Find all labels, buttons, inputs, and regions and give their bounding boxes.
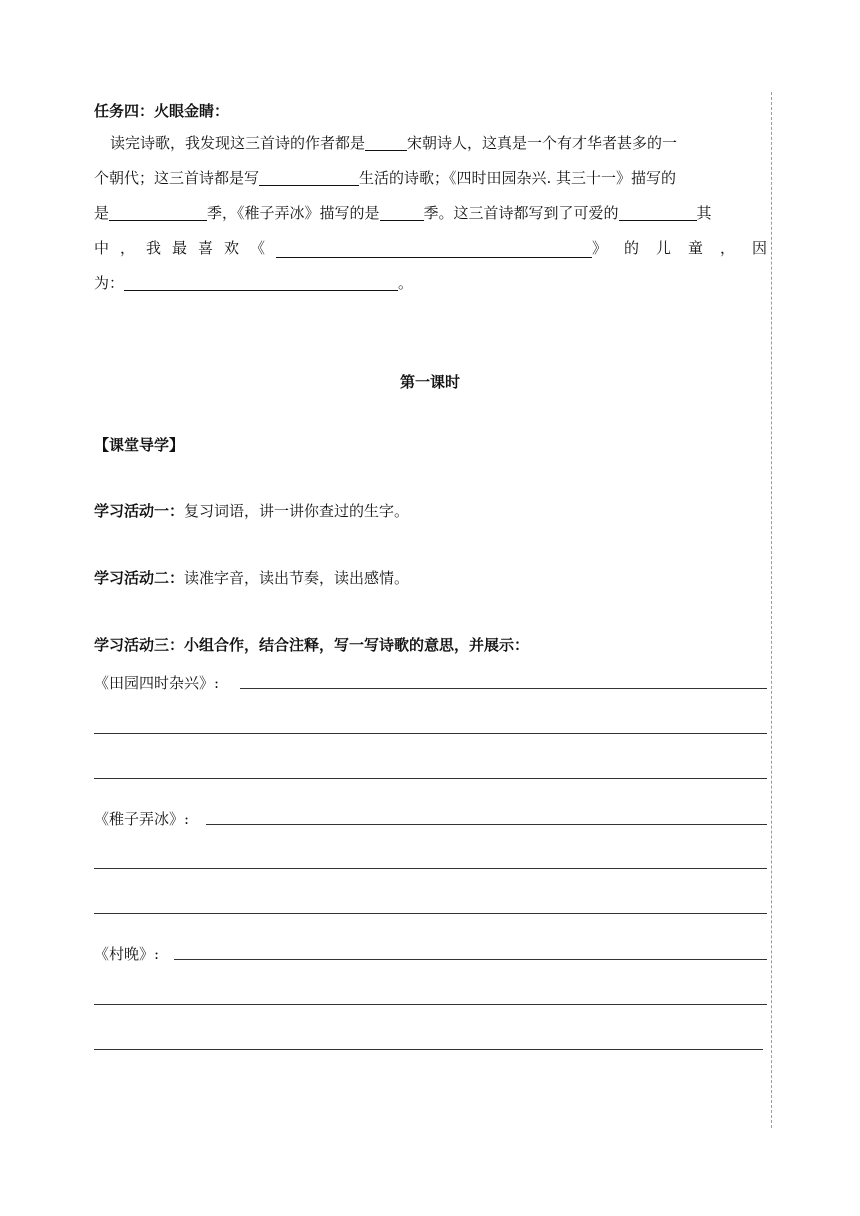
activity-1: 学习活动一：复习词语，讲一讲你查过的生字。 <box>94 502 410 520</box>
section-label: 【课堂导学】 <box>94 436 185 454</box>
poem-3-answer-line-1[interactable] <box>174 959 767 960</box>
answer-blank-season-1[interactable] <box>109 203 207 221</box>
poem-3-answer-line-2[interactable] <box>94 1004 767 1005</box>
activity-2: 学习活动二：读准字音，读出节奏，读出感情。 <box>94 569 410 587</box>
answer-blank-reason[interactable] <box>124 273 398 291</box>
activity-3: 学习活动三：小组合作，结合注释，写一写诗歌的意思，并展示： <box>94 636 530 654</box>
answer-blank-life[interactable] <box>259 168 359 186</box>
poem-2-answer-line-1[interactable] <box>206 824 767 825</box>
task4-line-5: 为： 。 <box>94 274 414 292</box>
task4-line-4: 中，我最喜欢《 》的儿童，因 <box>94 239 784 257</box>
poem-1-answer-line-2[interactable] <box>94 733 767 734</box>
task4-line-1: 读完诗歌，我发现这三首诗的作者都是 宋朝诗人，这真是一个有才华者甚多的一 <box>110 134 678 152</box>
poem-2-title: 《稚子弄冰》: <box>94 810 190 828</box>
poem-1-answer-line-3[interactable] <box>94 778 767 779</box>
poem-3-answer-line-3[interactable] <box>94 1049 763 1050</box>
poem-1-title: 《田园四时杂兴》: <box>94 674 220 692</box>
task4-line-3: 是 季，《稚子弄冰》描写的是 季。这三首诗都写到了可爱的 其 <box>94 204 712 222</box>
answer-blank-favorite-poem[interactable] <box>276 240 592 258</box>
task4-heading: 任务四：火眼金睛： <box>94 102 230 120</box>
poem-2-answer-line-2[interactable] <box>94 868 767 869</box>
poem-2-answer-line-3[interactable] <box>94 913 767 914</box>
poem-1-answer-line-1[interactable] <box>240 688 767 689</box>
lesson-title: 第一课时 <box>399 373 460 391</box>
task4-line-2: 个朝代；这三首诗都是写 生活的诗歌；《四时田园杂兴. 其三十一》描写的 <box>94 169 677 187</box>
poem-3-title: 《村晚》: <box>94 945 160 963</box>
answer-blank-season-2[interactable] <box>380 203 424 221</box>
answer-blank-children[interactable] <box>619 203 697 221</box>
answer-blank-author[interactable] <box>365 133 407 151</box>
